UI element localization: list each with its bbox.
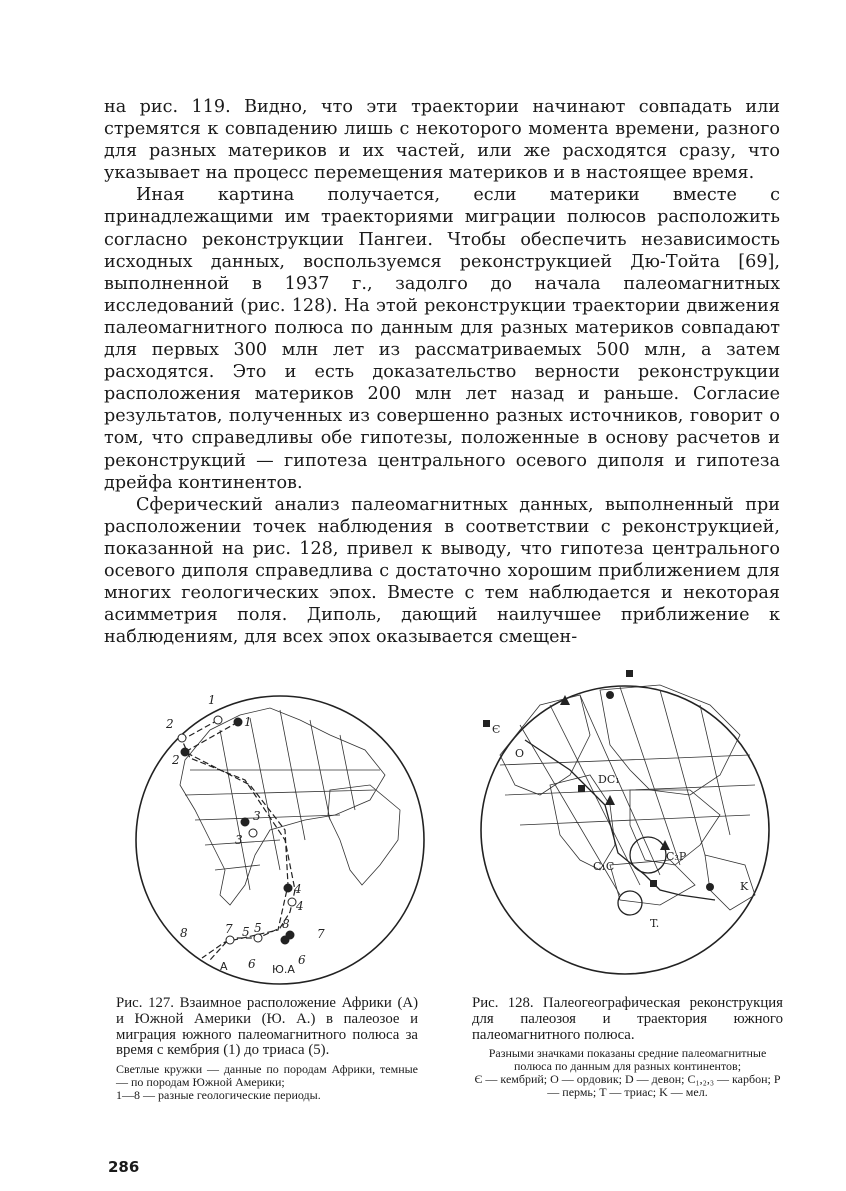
eurasia-outline xyxy=(600,685,740,795)
label-6a: 6 xyxy=(248,957,256,971)
caption-title: Рис. 128. Палеогеографическая реконструкция для палеозоя и траектория южного палеомагнитного полюса. xyxy=(472,995,783,1043)
africa-point-4 xyxy=(288,898,296,906)
label-africa: А xyxy=(220,960,228,973)
africa-point-1 xyxy=(214,716,222,724)
caption-note: Разными значками показаны средние палеомагнитные полюса по данным для разных континентов; xyxy=(488,1046,767,1074)
caption-note: Светлые кружки — данные по породам Африки, темные — по породам Южной Америки; xyxy=(116,1062,418,1090)
south-america-point-4 xyxy=(284,884,292,892)
label-2a: 2 xyxy=(166,717,174,731)
caption-note: Є — кембрий; O — ордовик; D — девон; C₁,₂,₃ — карбон; P — пермь; T — триас; K — мел. xyxy=(474,1072,781,1100)
label-6b: 6 xyxy=(298,953,306,967)
label-dc1: DC₁ xyxy=(598,773,620,786)
body-text xyxy=(104,96,780,648)
africa-point-5 xyxy=(254,934,262,942)
marker-triangle-3 xyxy=(660,840,670,850)
caption-note: 1—8 — разные геологические периоды. xyxy=(116,1088,321,1103)
label-south-america: Ю.А xyxy=(272,963,295,976)
paragraph-2: Иная картина получается, если материки вместе с принадлежащими им траекториями миграции полюсов расположить согласно реконструкции Пангеи. Чтобы обеспечить независимость исходных данных, воспользуемся реконструкцией Дю-Тойта [69], выполненной в 1937 г., задолго до начала палеомагнитных исследований (рис. 128). На этой реконструкции траектории движения палеомагнитного полюса по данным для разных материков совпадают для первых 300 млн лет из рассматриваемых 500 млн, а затем расходятся. Это и есть доказательство верности реконструкции расположения материков 200 млн лет назад и раньше. Согласие результатов, полученных из совершенно разных источников, говорит о том, что справедливы обе гипотезы, положенные в основу расчетов и реконструкций — гипотеза центрального осевого диполя и гипотеза дрейфа континентов. xyxy=(104,185,780,493)
label-1a: 1 xyxy=(208,693,216,707)
marker-dot-2 xyxy=(706,883,714,891)
marker-square-3 xyxy=(650,880,657,887)
africa-point-7 xyxy=(226,936,234,944)
label-k: K xyxy=(740,880,749,893)
south-america-point-1 xyxy=(234,718,242,726)
marker-square-2 xyxy=(578,785,585,792)
pole-circle-1 xyxy=(630,837,666,873)
marker-dot-1 xyxy=(606,691,614,699)
label-5a: 5 xyxy=(242,925,250,939)
caption-title: Рис. 127. Взаимное расположение Африки (А) и Южной Америки (Ю. А.) в палеозое и миграция южного палеомагнитного полюса за время с кембрия (1) до триаса (5). xyxy=(116,995,418,1059)
marker-cambrian xyxy=(483,720,490,727)
africa-point-3 xyxy=(249,829,257,837)
south-america-point-8 xyxy=(281,936,289,944)
africa-point-2 xyxy=(178,734,186,742)
label-3b: 3 xyxy=(235,833,243,847)
label-c3p: C₃P xyxy=(666,850,687,863)
label-8b: 8 xyxy=(282,917,290,931)
label-8a: 8 xyxy=(180,926,188,940)
label-4b: 4 xyxy=(296,899,304,913)
paragraph-3: Сферический анализ палеомагнитных данных, выполненный при расположении точек наблюдения в соответствии с реконструкцией, показанной на рис. 128, привел к выводу, что гипотеза центрального осевого диполя справедлива с достаточно хорошим приближением для многих геологических эпох. Вместе с тем наблюдается и некоторая асимметрия поля. Диполь, дающий наилучшее приближение к наблюдениям, для всех эпох оказывается смещен- xyxy=(104,494,780,648)
grid-lines xyxy=(185,710,380,890)
figure-127-caption xyxy=(116,996,418,1102)
figure-127-globe xyxy=(130,690,430,990)
label-4a: 4 xyxy=(294,882,302,896)
marker-square-1 xyxy=(626,670,633,677)
globe-outline xyxy=(481,686,769,974)
label-3a: 3 xyxy=(253,809,261,823)
figure-128-globe xyxy=(470,665,780,995)
label-2b: 2 xyxy=(172,753,180,767)
label-1b: 1 xyxy=(244,715,252,729)
label-c1c: C₁C xyxy=(593,860,615,873)
paragraph-1: на рис. 119. Видно, что эти траектории начинают совпадать или стремятся к совпадению лишь с некоторого момента времени, разного для разных материков и их частей, или же расходятся сразу, что указывает на процесс перемещения материков и в настоящее время. xyxy=(104,97,780,184)
page-number: 286 xyxy=(108,1158,140,1176)
figure-128-caption xyxy=(472,996,783,1099)
south-america-point-2 xyxy=(181,748,189,756)
south-america-point-3 xyxy=(241,818,249,826)
label-7a: 7 xyxy=(225,922,233,936)
label-t: T. xyxy=(650,917,660,930)
label-cambrian: Є xyxy=(492,723,501,736)
label-ordovician: O xyxy=(515,747,525,760)
africa-outline xyxy=(328,785,400,885)
label-5b: 5 xyxy=(254,921,262,935)
pole-circle-2 xyxy=(618,891,642,915)
label-7b: 7 xyxy=(317,927,325,941)
